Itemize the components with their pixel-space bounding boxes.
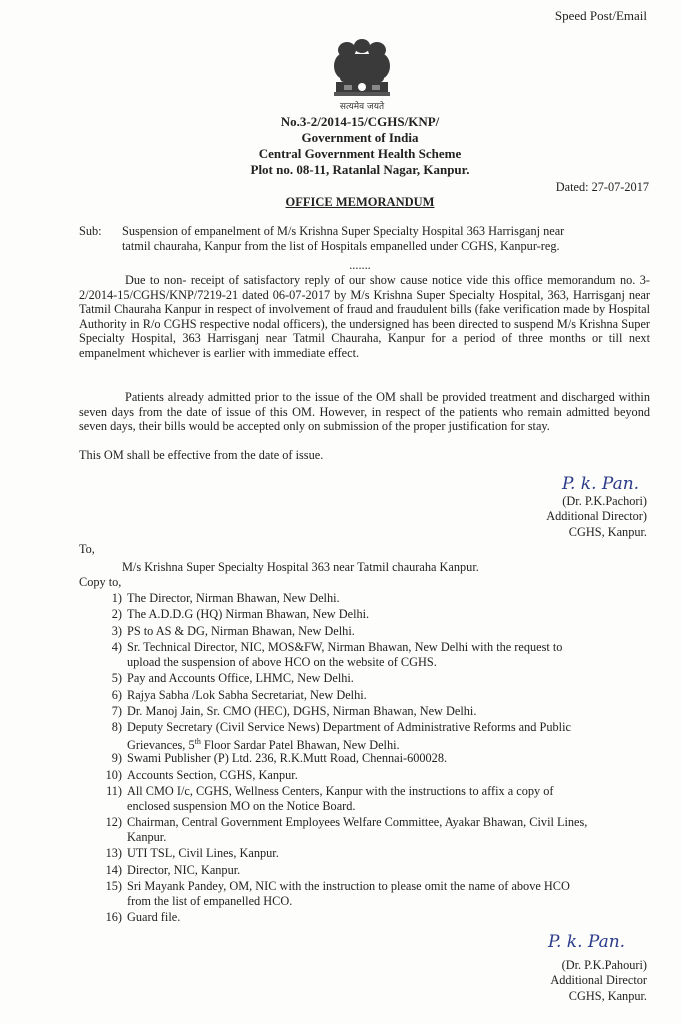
subject-line-2: tatmil chauraha, Kanpur from the list of Hospitals empanelled under CGHS, Kanpur-reg. <box>122 239 560 253</box>
recipient: M/s Krishna Super Specialty Hospital 363 near Tatmil chauraha Kanpur. <box>122 560 479 574</box>
list-item-text: Sr. Technical Director, NIC, MOS&FW, Nirman Bhawan, New Delhi with the request to <box>127 640 563 655</box>
list-item-text: Sri Mayank Pandey, OM, NIC with the instruction to please omit the name of above HCO <box>127 879 570 893</box>
list-item-number: 10) <box>105 767 122 782</box>
list-item-text: PS to AS & DG, Nirman Bhawan, New Delhi. <box>127 623 355 638</box>
signatory-name-2: (Dr. P.K.Pahouri) <box>561 958 647 972</box>
memo-title: OFFICE MEMORANDUM <box>285 195 435 209</box>
list-item-number: 4) <box>111 640 122 655</box>
list-item-text: UTI TSL, Civil Lines, Kanpur. <box>127 846 279 861</box>
list-item-text: upload the suspension of above HCO on the website of CGHS. <box>127 654 437 669</box>
scheme-name: Central Government Health Scheme <box>258 146 462 161</box>
list-item-number: 15) <box>105 879 122 893</box>
list-item-text: from the list of empanelled HCO. <box>127 893 293 908</box>
list-item-number: 5) <box>111 671 122 686</box>
list-item-number: 13) <box>105 846 122 861</box>
signature-scribble-2: P. k. Pan. <box>548 932 626 952</box>
list-item-number: 6) <box>111 687 122 702</box>
signatory-office-2: CGHS, Kanpur. <box>568 989 647 1003</box>
list-item-number: 8) <box>111 720 122 735</box>
list-item-number: 12) <box>105 815 122 830</box>
list-item-text: Pay and Accounts Office, LHMC, New Delhi. <box>127 671 354 686</box>
list-item-text: Swami Publisher (P) Ltd. 236, R.K.Mutt Road, Chennai-600028. <box>127 751 448 766</box>
dispatch-mode: Speed Post/Email <box>554 8 647 23</box>
list-item-text: enclosed suspension MO on the Notice Board. <box>127 798 356 813</box>
list-item-text: The A.D.D.G (HQ) Nirman Bhawan, New Delhi. <box>127 607 370 622</box>
signature-scribble: P. k. Pan. <box>562 474 640 494</box>
date-line: Dated: 27-07-2017 <box>555 180 649 194</box>
emblem-motto: सत्यमेव जयते <box>339 102 385 112</box>
paragraph-2: Patients already admitted prior to the issue of the OM shall be provided treatment and discharged within seven days from the date of issue of this OM. However, in respect of the patients who remain admitted beyond seven days, their bills would be accepted only on submission of the proper justification for stay. <box>79 390 650 434</box>
list-item-text: Kanpur. <box>127 829 167 844</box>
list-item-text: The Director, Nirman Bhawan, New Delhi. <box>127 591 340 605</box>
signatory-name: (Dr. P.K.Pachori) <box>562 494 647 508</box>
to-label: To, <box>79 542 95 556</box>
separator: ....... <box>349 258 371 272</box>
paragraph-1: Due to non- receipt of satisfactory reply of our show cause notice vide this office memorandum no. 3-2/2014-15/CGHS/KNP/7219-21 dated 06-07-2017 by M/s Krishna Super Specialty Hospital, 363, Harrisganj near Tatmil Chauraha Kanpur in respect of involvement of fraud and fraudulent bills (fake verification made by Hospital Authority in R/o CGHS respective nodal officers), the undersigned has been directed to suspend M/s Krishna Super Specialty Hospital, 363 Harrisganj near Tatmil Chauraha, Kanpur for a period of three months or till next empanelment whichever is earlier with immediate effect. <box>79 273 650 360</box>
list-item-text: Guard file. <box>127 910 181 924</box>
list-item-text: Accounts Section, CGHS, Kanpur. <box>127 767 298 782</box>
list-item-text: Director, NIC, Kanpur. <box>127 862 241 877</box>
office-address: Plot no. 08-11, Ratanlal Nagar, Kanpur. <box>250 162 470 177</box>
subject-label: Sub: <box>79 224 102 238</box>
list-item-text: Dr. Manoj Jain, Sr. CMO (HEC), DGHS, Nirman Bhawan, New Delhi. <box>127 704 477 718</box>
list-item-number: 16) <box>105 910 122 924</box>
government-name: Government of India <box>301 130 419 145</box>
subject-line-1: Suspension of empanelment of M/s Krishna Super Specialty Hospital 363 Harrisganj near <box>122 224 565 238</box>
paragraph-3: This OM shall be effective from the date of issue. <box>79 448 324 462</box>
list-item-number: 1) <box>111 591 122 605</box>
signatory-office: CGHS, Kanpur. <box>568 525 647 539</box>
list-item-number: 7) <box>111 704 122 718</box>
copy-to-label: Copy to, <box>79 575 122 589</box>
list-item-text: Deputy Secretary (Civil Service News) Department of Administrative Reforms and Public <box>127 720 571 735</box>
list-item-number: 9) <box>111 751 122 766</box>
list-item-number: 11) <box>106 784 122 799</box>
signatory-designation: Additional Director) <box>546 509 647 523</box>
signatory-designation-2: Additional Director <box>550 973 647 987</box>
list-item-number: 2) <box>111 607 122 622</box>
list-item-number: 3) <box>111 623 122 638</box>
list-item-text: Grievances, 5th Floor Sardar Patel Bhawan, New Delhi. <box>127 736 400 753</box>
list-item-text: Rajya Sabha /Lok Sabha Secretariat, New Delhi. <box>127 687 367 702</box>
list-item-text: All CMO I/c, CGHS, Wellness Centers, Kanpur with the instructions to affix a copy of <box>127 784 554 799</box>
list-item-text: Chairman, Central Government Employees Welfare Committee, Ayakar Bhawan, Civil Lines, <box>127 815 588 830</box>
file-number: No.3-2/2014-15/CGHS/KNP/ <box>280 114 440 129</box>
list-item-number: 14) <box>105 862 122 877</box>
